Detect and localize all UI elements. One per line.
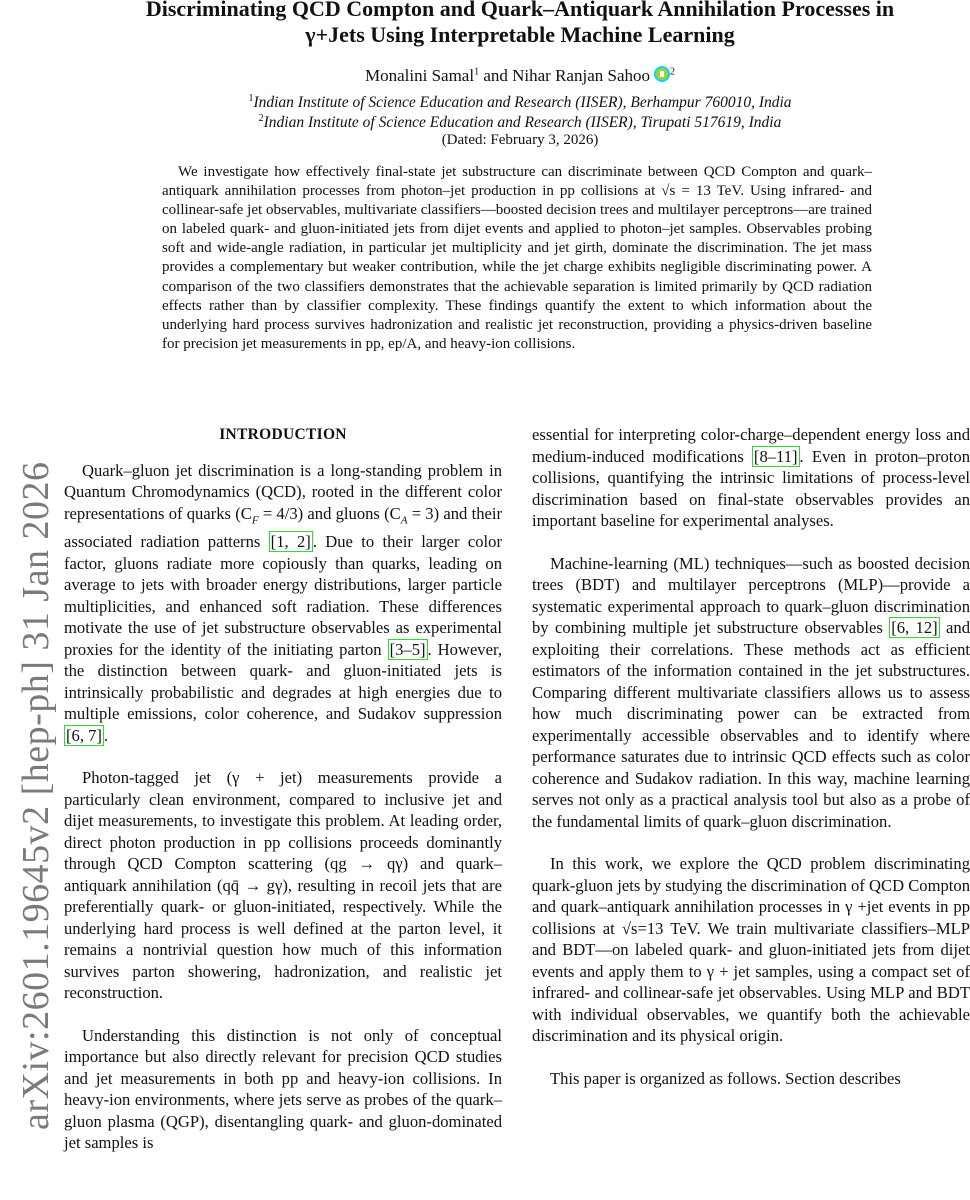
paragraph: In this work, we explore the QCD problem discriminating quark-gluon jets by studying the discrimination of QCD Compton and quark–antiquark annihilation processes in γ +jet events in pp collisions at √s=13 TeV. We train multivariate classifiers–MLP and BDT—on labeled quark- and gluon-initiated jets from dijet events and apply them to γ + jet samples, using a compact set of infrared- and collinear-safe jet observables. Using MLP and BDT with individual observables, we quantify both the achievable discrimination and its physical origin. — [532, 854, 970, 1045]
affiliation-2 — [90, 113, 950, 132]
affil-mark: 1 — [248, 93, 254, 104]
author-list — [90, 66, 950, 86]
affil-mark: 2 — [258, 113, 264, 124]
affiliation-1 — [90, 93, 950, 112]
title-line-2: γ+Jets Using Interpretable Machine Learning — [305, 22, 735, 47]
citation-link[interactable]: [3–5] — [389, 639, 426, 659]
paper-title — [90, 0, 950, 48]
date-line: (Dated: February 3, 2026) — [441, 132, 599, 148]
section-heading: INTRODUCTION — [219, 426, 347, 443]
affil-text: Indian Institute of Science Education and Research (IISER), Berhampur 760010, India — [253, 94, 792, 112]
arxiv-identifier-stamp[interactable]: arXiv:2601.19645v2 [hep-ph] 31 Jan 2026 — [15, 461, 57, 1130]
paragraph: Quark–gluon jet discrimination is a long-standing problem in Quantum Chromodynamics (QCD), rooted in the different color representations of quarks $(C_F = 4/3)$ and gluons $(C_A = 3)$ and their associated radiation patterns [1, 2] . Due to their larger color factor, gluons radiate more copiously than quarks, leading on average to jets with broader energy distributions, larger particle multiplicities, and enhanced soft radiation. These differences motivate the use of jet substructure observables as experimental proxies for the identity of the initiating parton [3–5] . However, the distinction between quark- and gluon-initiated jets is intrinsically probabilistic and degrades at high energies due to multiple emissions, color coherence, and Sudakov suppression [6, 7] . — [64, 460, 502, 745]
orcid-icon[interactable] — [654, 66, 670, 82]
citation-link[interactable]: [8–11] — [753, 446, 798, 466]
citation-link[interactable]: [1, 2] — [270, 532, 311, 552]
abstract: We investigate how effectively final-state jet substructure can discriminate between QCD Compton and quark–antiquark annihilation processes from photon–jet production in pp collisions at √s = 13 TeV. Using infrared- and collinear-safe jet observables, multivariate classifiers—boosted decision trees and multilayer perceptrons—are trained on labeled quark- and gluon-initiated jets from dijet events and applied to photon–jet samples. Observables probing soft and wide-angle radiation, in particular jet multiplicity and jet girth, dominate the discrimination. The jet mass provides a complementary but weaker contribution, while the jet charge exhibits negligible discriminating power. A comparison of the two classifiers demonstrates that the achievable separation is limited primarily by QCD radiation effects rather than by classifier complexity. These findings quantify the extent to which information about the underlying hard process survives hadronization and realistic jet reconstruction, providing a physics-driven baseline for precision jet measurements in pp, ep/A, and heavy-ion collisions. — [162, 164, 872, 352]
right-column — [532, 424, 970, 1110]
citation-link[interactable]: [6, 12] — [891, 618, 938, 637]
paragraph: Understanding this distinction is not only of conceptual importance but also directly relevant for precision QCD studies and jet measurements in both pp and heavy-ion collisions. In heavy-ion environments, where jets serve as probes of the quark–gluon plasma (QGP), disentangling quark- and gluon-dominated jet samples is — [64, 1025, 502, 1153]
paragraph: Machine-learning (ML) techniques—such as boosted decision trees (BDT) and multilayer perceptrons (MLP)—provide a systematic experimental approach to quark–gluon discrimination by combining multiple jet substructure observables [6, 12] and exploiting their correlations. These methods act as efficient estimators of the information contained in the jet substructures. Comparing different multivariate classifiers allows us to assess how much discriminating power can be extracted from experimentally accessible observables and to identify where performance saturates due to intrinsic QCD effects such as color coherence and Sudakov radiation. In this way, machine learning serves not only as a practical analysis tool but also as a probe of the fundamental limits of quark–gluon discrimination. — [532, 553, 970, 831]
paragraph: essential for interpreting color-charge–dependent energy loss and medium-induced modifications [8–11] . Even in proton–proton collisions, quantifying the intrinsic limitations of process-level discrimination based on final-state observables provides an important baseline for experimental analyses. — [532, 425, 970, 530]
affil-text: Indian Institute of Science Education and Research (IISER), Tirupati 517619, India — [263, 114, 782, 132]
author-separator: and — [479, 66, 513, 85]
author-affil-mark: 1 — [474, 66, 480, 78]
citation-link[interactable]: [6, 7] — [66, 725, 102, 745]
author-name: Nihar Ranjan Sahoo — [512, 66, 650, 85]
left-column — [64, 424, 502, 1175]
paragraph: This paper is organized as follows. Section describes — [550, 1068, 901, 1088]
author-name: Monalini Samal — [365, 66, 475, 85]
paragraph: Photon-tagged jet (γ + jet) measurements provide a particularly clean environment, compared to inclusive jet and dijet measurements, to investigate this problem. At leading order, direct photon production in pp collisions proceeds dominantly through QCD Compton scattering (qg → qγ) and quark–antiquark annihilation (qq̄ → gγ), resulting in recoil jets that are preferentially quark- or gluon-initiated, respectively. While the underlying hard process is well defined at the parton level, it remains a nontrivial question how much of this information survives parton showering, hadronization, and realistic jet reconstruction. — [64, 768, 502, 1003]
author-affil-mark: 2 — [669, 66, 675, 78]
title-line-1: Discriminating QCD Compton and Quark–Antiquark Annihilation Processes in — [145, 0, 895, 21]
